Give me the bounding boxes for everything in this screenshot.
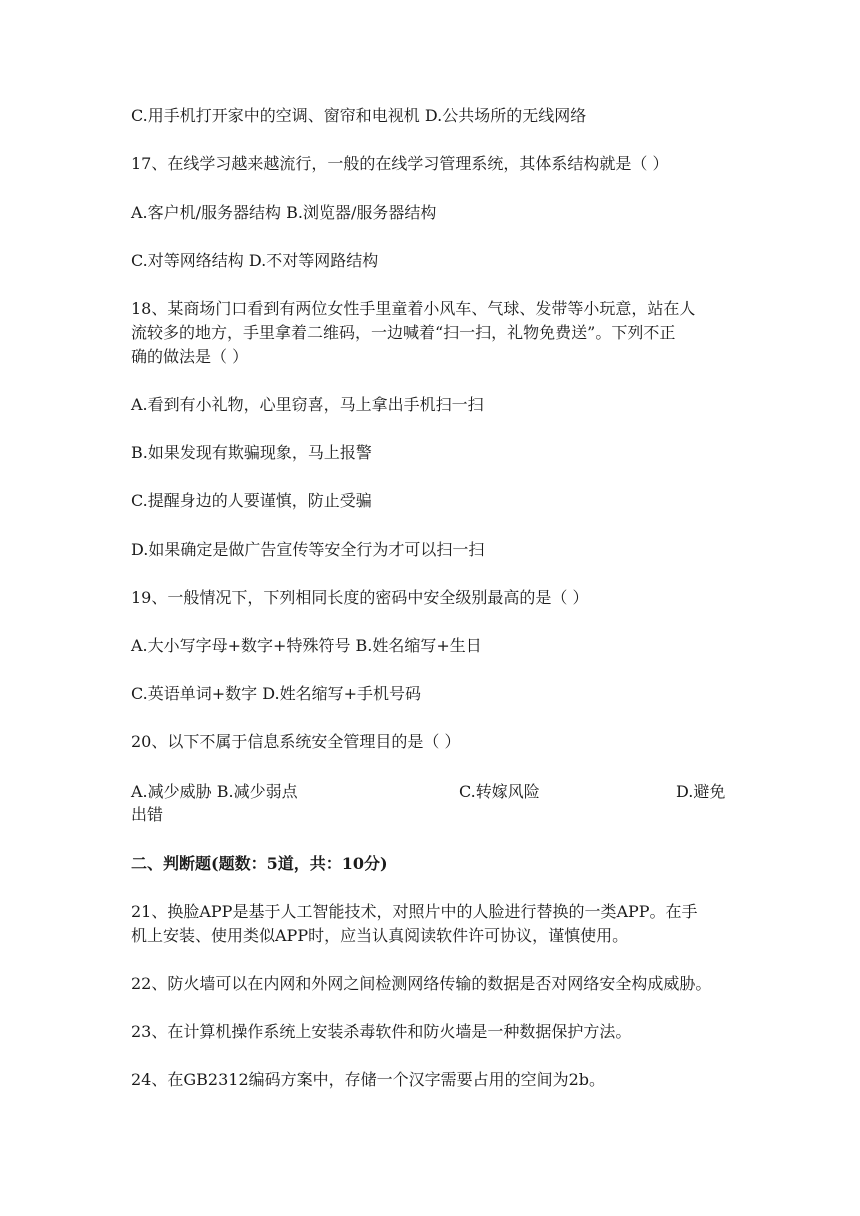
q21-line-2: 机上安装、使用类似APP时，应当认真阅读软件许可协议，谨慎使用。 (131, 926, 629, 945)
section-title: 二、判断题(题数：5道，共：10分) (131, 854, 388, 873)
q19-question: 19、一般情况下，下列相同长度的密码中安全级别最高的是（ ） (131, 588, 589, 607)
q22-statement: 22、防火墙可以在内网和外网之间检测网络传输的数据是否对网络安全构成威胁。 (131, 974, 712, 993)
q23-statement: 23、在计算机操作系统上安装杀毒软件和防火墙是一种数据保护方法。 (131, 1022, 632, 1041)
q20-option-d: D.避免 (676, 782, 726, 801)
q20-question: 20、以下不属于信息系统安全管理目的是（ ） (131, 732, 461, 751)
q20-option-d-continued: 出错 (131, 805, 164, 824)
q19-options-cd: C.英语单词+数字 D.姓名缩写+手机号码 (131, 684, 422, 703)
q18-option-a: A.看到有小礼物，心里窃喜，马上拿出手机扫一扫 (131, 395, 484, 414)
q18-option-c: C.提醒身边的人要谨慎，防止受骗 (131, 491, 372, 510)
q18-option-b: B.如果发现有欺骗现象，马上报警 (131, 443, 372, 462)
q16-options-cd: C.用手机打开家中的空调、窗帘和电视机 D.公共场所的无线网络 (131, 106, 587, 125)
q20-options-ab: A.减少威胁 B.减少弱点 (131, 782, 298, 801)
q18-question-line-1: 18、某商场门口看到有两位女性手里童着小风车、气球、发带等小玩意，站在人 (131, 299, 696, 318)
q20-option-c: C.转嫁风险 (459, 782, 540, 801)
q18-question-line-2: 流较多的地方，手里拿着二维码，一边喊着“扫一扫，礼物免费送”。下列不正 (131, 323, 676, 342)
q21-line-1: 21、换脸APP是基于人工智能技术，对照片中的人脸进行替换的一类APP。在手 (131, 902, 698, 921)
q18-option-d: D.如果确定是做广告宣传等安全行为才可以扫一扫 (131, 540, 485, 559)
q17-options-cd: C.对等网络结构 D.不对等网路结构 (131, 251, 379, 270)
q17-options-ab: A.客户机/服务器结构 B.浏览器/服务器结构 (131, 203, 437, 222)
q19-options-ab: A.大小写字母+数字+特殊符号 B.姓名缩写+生日 (131, 636, 482, 655)
q17-question: 17、在线学习越来越流行，一般的在线学习管理系统，其体系结构就是（ ） (131, 154, 669, 173)
q24-statement: 24、在GB2312编码方案中，存储一个汉字需要占用的空间为2b。 (131, 1070, 606, 1089)
q18-question-line-3: 确的做法是（ ） (131, 347, 249, 366)
